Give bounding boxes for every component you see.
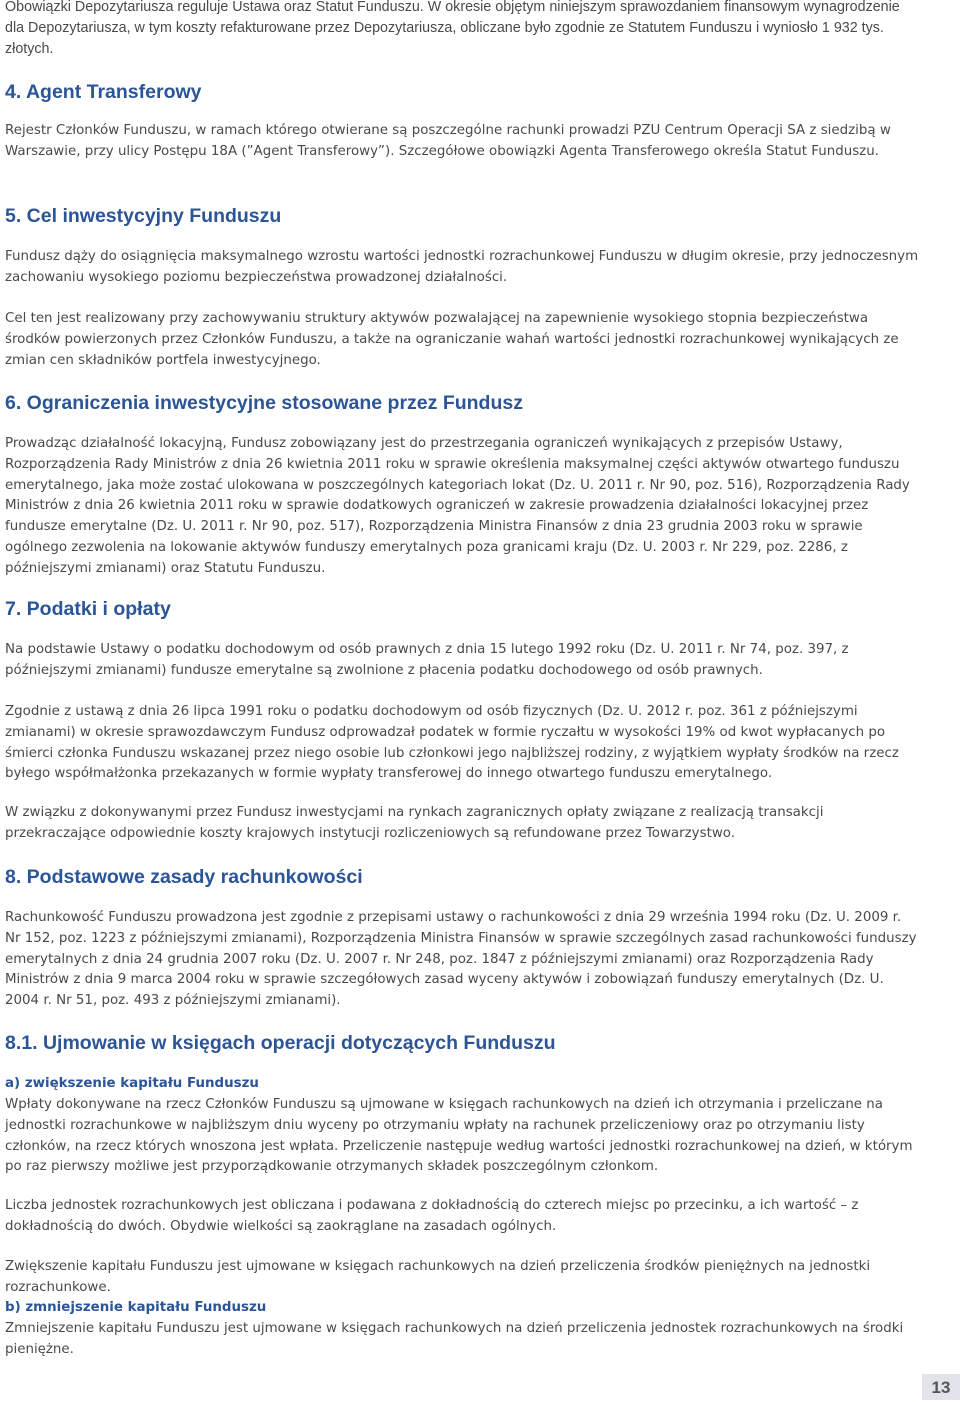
page-number: 13 — [922, 1374, 960, 1400]
s5-paragraph-1: Fundusz dąży do osiągnięcia maksymalnego wzrostu wartości jednostki rozrachunkowej Funduszu w długim okresie, przy jednoczesnym zachowaniu wysokiego poziomu bezpieczeństwa prowadzonej działalności. — [5, 249, 919, 285]
s6-paragraph: Prowadząc działalność lokacyjną, Fundusz zobowiązany jest do przestrzegania ograniczeń wynikających z przepisów Ustawy, Rozporządzenia Rady Ministrów z dnia 26 kwietnia 2011 roku w sprawie określenia maksymalnej części aktywów otwartego funduszu emerytalnego, jaka może zostać ulokowana w poszczególnych kategoriach lokat (Dz. U. 2011 r. Nr 90, poz. 516), Rozporządzenia Rady Ministrów z dnia 26 kwietnia 2011 roku w sprawie dodatkowych ograniczeń w zakresie prowadzenia działalności lokacyjnej przez fundusze emerytalne (Dz. U. 2011 r. Nr 90, poz. 517), Rozporządzenia Ministra Finansów z dnia 23 grudnia 2003 roku w sprawie ogólnego zezwolenia na lokowanie aktywów funduszy emerytalnych poza granicami kraju (Dz. U. 2003 r. Nr 229, poz. 2286, z późniejszymi zmianami) oraz Statutu Funduszu. — [5, 436, 910, 576]
s81-a-paragraph-3: Zwiększenie kapitału Funduszu jest ujmowane w księgach rachunkowych na dzień przeliczenia środków pieniężnych na jednostki rozrachunkowe. — [5, 1259, 871, 1295]
heading-podatki: 7. Podatki i opłaty — [5, 598, 171, 620]
heading-cel-inwestycyjny: 5. Cel inwestycyjny Funduszu — [5, 205, 282, 227]
s81-a-paragraph-2: Liczba jednostek rozrachunkowych jest obliczana i podawana z dokładnością do czterech miejsc po przecinku, a ich wartość – z dokładnością do dwóch. Obydwie wielkości są zaokrąglane na zasadach ogólnych. — [5, 1198, 859, 1234]
s7-paragraph-3: W związku z dokonywanymi przez Fundusz inwestycjami na rynkach zagranicznych opłaty związane z realizacją transakcji przekraczające odpowiednie koszty krajowych instytucji rozliczeniowych są refundowane przez Towarzystwo. — [5, 805, 824, 841]
s7-paragraph-2: Zgodnie z ustawą z dnia 26 lipca 1991 roku o podatku dochodowym od osób fizycznych (Dz. U. 2012 r. poz. 361 z późniejszymi zmianami) w okresie sprawozdawczym Fundusz odprowadzał podatek w formie ryczałtu w wysokości 19% od kwot wypłacanych po śmierci członka Funduszu wskazanej przez niego osobie lub członkowi jego najbliższej rodziny, z wyjątkiem wypłaty środków na rzecz byłego współmałżonka przekazanych w formie wypłaty transferowej do innego otwartego funduszu emerytalnego. — [5, 704, 899, 782]
heading-agent-transferowy: 4. Agent Transferowy — [5, 81, 202, 103]
heading-ograniczenia: 6. Ograniczenia inwestycyjne stosowane przez Fundusz — [5, 392, 523, 414]
heading-zasady-rachunkowosci: 8. Podstawowe zasady rachunkowości — [5, 866, 363, 888]
heading-ujmowanie: 8.1. Ujmowanie w księgach operacji dotyczących Funduszu — [5, 1032, 556, 1054]
s81-b-paragraph-1: Zmniejszenie kapitału Funduszu jest ujmowane w księgach rachunkowych na dzień przeliczenia jednostek rozrachunkowych na środki pieniężne. — [5, 1321, 904, 1357]
s5-paragraph-2: Cel ten jest realizowany przy zachowywaniu struktury aktywów pozwalającej na zapewnienie wysokiego stopnia bezpieczeństwa środków powierzonych przez Członków Funduszu, a także na ograniczanie wahań wartości jednostki rozrachunkowej wynikających ze zmian cen składników portfela inwestycyjnego. — [5, 311, 899, 368]
s81-a-paragraph-1: Wpłaty dokonywane na rzecz Członków Funduszu są ujmowane w księgach rachunkowych na dzień ich otrzymania i przeliczane na jednostki rozrachunkowe w najbliższym dniu wyceny po otrzymaniu wpłaty na rachunek przeliczeniowy oraz po otrzymaniu listy członków, na rzecz których wnoszona jest wpłata. Przeliczenie następuje według wartości jednostki rozrachunkowej na dzień, w którym po raz pierwszy możliwe jest przyporządkowanie otrzymanych składek poszczególnym członkom. — [5, 1097, 913, 1175]
s8-paragraph: Rachunkowość Funduszu prowadzona jest zgodnie z przepisami ustawy o rachunkowości z dnia 29 września 1994 roku (Dz. U. 2009 r. Nr 152, poz. 1223 z późniejszymi zmianami), Rozporządzenia Ministra Finansów w sprawie szczególnych zasad rachunkowości funduszy emerytalnych z dnia 24 grudnia 2007 roku (Dz. U. 2007 r. Nr 248, poz. 1847 z późniejszymi zmianami) oraz Rozporządzenia Rady Ministrów z dnia 9 marca 2004 roku w sprawie szczegółowych zasad wyceny aktywów i zobowiązań funduszy emerytalnych (Dz. U. 2004 r. Nr 51, poz. 493 z późniejszymi zmianami). — [5, 910, 917, 1009]
subheading-zwiekszenie: a) zwiększenie kapitału Funduszu — [5, 1076, 259, 1091]
s7-paragraph-1: Na podstawie Ustawy o podatku dochodowym od osób prawnych z dnia 15 lutego 1992 roku (Dz. U. 2011 r. Nr 74, poz. 397, z późniejszymi zmianami) fundusze emerytalne są zwolnione z płacenia podatku dochodowego od osób prawnych. — [5, 642, 849, 678]
subheading-zmniejszenie: b) zmniejszenie kapitału Funduszu — [5, 1300, 267, 1315]
intro-paragraph: Obowiązki Depozytariusza reguluje Ustawa oraz Statut Funduszu. W okresie objętym niniejszym sprawozdaniem finansowym wynagrodzenie dla Depozytariusza, w tym koszty refakturowane przez Depozytariusza, obliczane było zgodnie ze Statutem Funduszu i wyniosło 1 932 tys. złotych. — [5, 0, 900, 57]
s4-paragraph: Rejestr Członków Funduszu, w ramach którego otwierane są poszczególne rachunki prowadzi PZU Centrum Operacji SA z siedzibą w Warszawie, przy ulicy Postępu 18A (”Agent Transferowy”). Szczegółowe obowiązki Agenta Transferowego określa Statut Funduszu. — [5, 123, 891, 159]
